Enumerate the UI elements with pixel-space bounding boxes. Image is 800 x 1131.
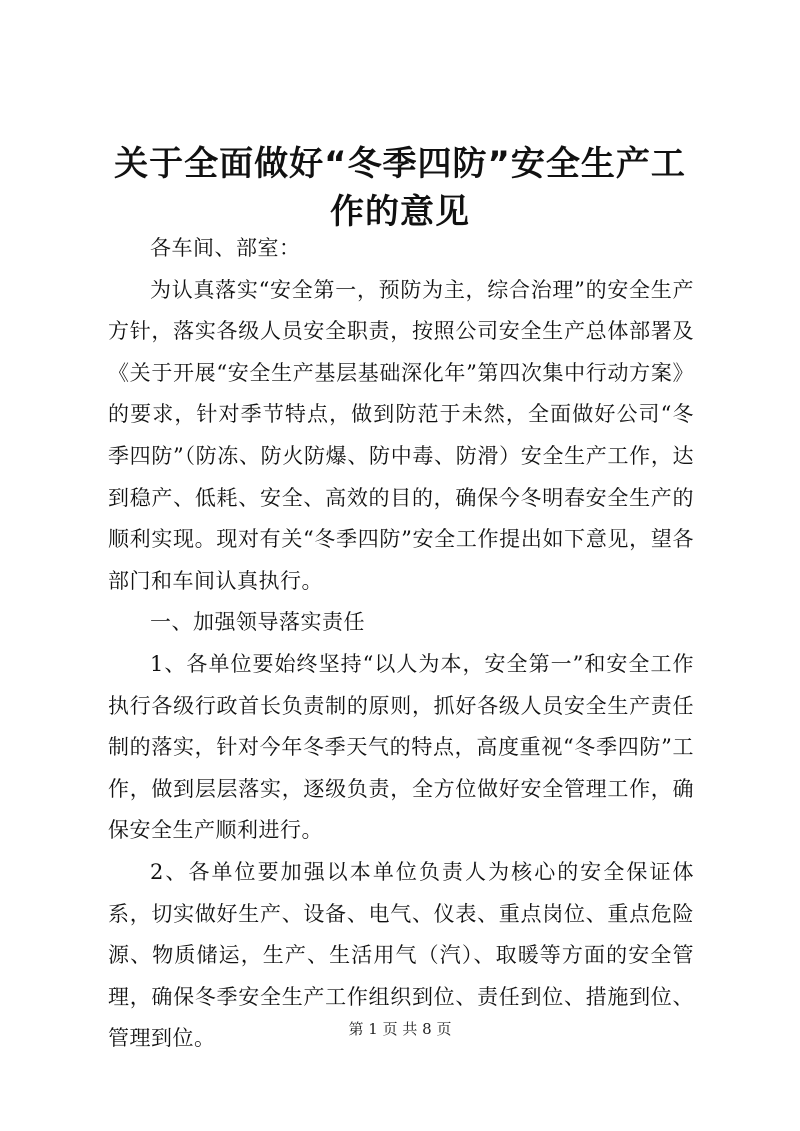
section-heading: 一、加强领导落实责任 bbox=[150, 610, 365, 635]
item-2-paragraph: 2、各单位要加强以本单位负责人为核心的安全保证体系，切实做好生产、设备、电气、仪表、重点岗位、重点危险源、物质储运，生产、生活用气（汽）、取暖等方面的安全管理，确保冬季安全生产工作组织到位、责任到位、措施到位、管理到位。 bbox=[108, 859, 694, 1051]
page-number: 第 1 页 共 8 页 bbox=[348, 1020, 452, 1038]
document-title: 关于全面做好“冬季四防”安全生产工作的意见 bbox=[114, 144, 686, 232]
item-1-paragraph: 1、各单位要始终坚持“以人为本，安全第一”和安全工作执行各级行政首长负责制的原则，抓好各级人员安全生产责任制的落实，针对今年冬季天气的特点，高度重视“冬季四防”工作，做到层层落实，逐级负责，全方位做好安全管理工作，确保安全生产顺利进行。 bbox=[108, 651, 694, 843]
salutation: 各车间、部室： bbox=[150, 236, 301, 260]
document-body bbox=[108, 228, 694, 1060]
intro-paragraph: 为认真落实“安全第一，预防为主，综合治理”的安全生产方针，落实各级人员安全职责，按照公司安全生产总体部署及《关于开展“安全生产基层基础深化年”第四次集中行动方案》的要求，针对季节特点，做到防范于未然，全面做好公司“冬季四防”（防冻、防火防爆、防中毒、防滑）安全生产工作，达到稳产、低耗、安全、高效的目的，确保今冬明春安全生产的顺利实现。现对有关“冬季四防”安全工作提出如下意见，望各部门和车间认真执行。 bbox=[108, 277, 694, 593]
